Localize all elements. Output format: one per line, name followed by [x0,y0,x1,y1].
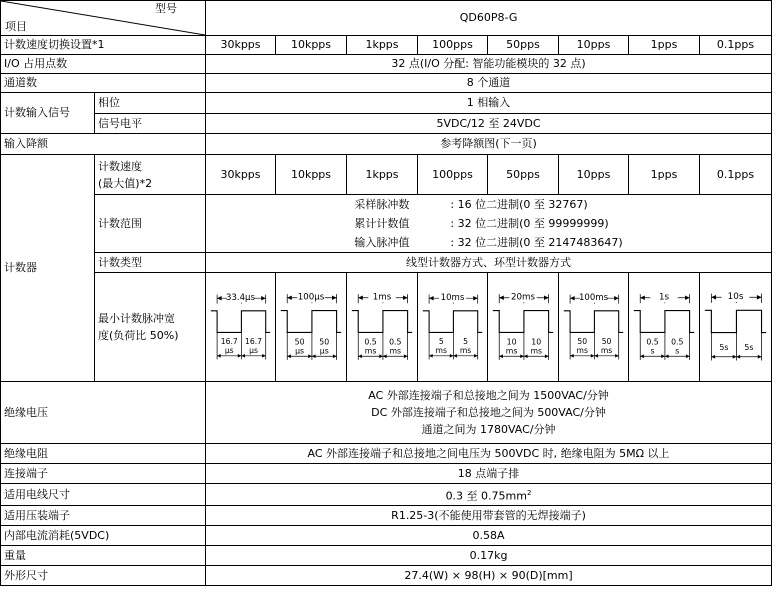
range-key: 输入脉冲值 [354,236,410,249]
counter-speed-label-line: (最大值)*2 [98,176,153,190]
row-insulation [1,444,772,464]
pulse-waveform [491,273,555,381]
pulse-waveform-cell [700,273,772,382]
type-label: 计数类型 [95,253,206,273]
row-level [1,114,772,134]
row-size [1,566,772,586]
pulse-waveform [562,273,625,381]
half-width-unit: ms [435,346,447,356]
half-width-unit: μs [224,346,234,356]
pulse-waveform-cell [347,273,418,382]
half-width-label: 5 [463,337,468,347]
channels-label: 通道数 [1,74,206,93]
counter-label: 计数器 [1,155,95,382]
counter-speed-cell: 0.1pps [700,155,772,195]
pulse-waveform-line [423,311,482,333]
pulse-waveform-cell [559,273,629,382]
row-current [1,526,772,546]
row-dielectric [1,382,772,444]
row-io [1,55,772,74]
row-crimp [1,506,772,526]
input-signal-label: 计数输入信号 [1,93,95,134]
size-value: 27.4(W) × 98(H) × 90(D)[mm] [206,566,772,586]
pulse-waveform-cell [629,273,700,382]
weight-label: 重量 [1,546,206,566]
pulse-waveform [632,273,696,381]
phase-label: 相位 [95,93,206,114]
half-width-label: 50 [601,337,612,347]
period-label: 10s [727,292,744,303]
pulse-waveform [209,273,272,381]
half-width-label: 10 [506,337,517,347]
half-width-label: 50 [319,337,330,347]
half-width-label: 0.5 [646,337,659,347]
counter-speed-cell: 10pps [559,155,629,195]
half-width-unit: ms [459,346,472,356]
min-pulse-label-line: 最小计数脉冲宽 [98,312,175,325]
half-width-label: 0.5 [389,337,402,347]
pulse-waveform-line [634,311,694,333]
wire-label: 适用电线尺寸 [1,484,206,506]
half-width-label: 50 [577,337,588,347]
row-counter-range [1,195,772,253]
half-width-unit: ms [530,346,543,356]
row-terminal [1,464,772,484]
pulse-waveform-cell [206,273,276,382]
io-value: 32 点(I/O 分配: 智能功能模块的 32 点) [206,55,772,74]
pulse-waveform-line [211,311,270,333]
half-width-label: 5s [719,343,729,353]
period-label: 100ms [578,293,609,303]
range-lines [354,195,622,252]
io-label: I/O 占用点数 [1,55,206,74]
row-channels [1,74,772,93]
range-label: 计数范围 [95,195,206,253]
dielectric-line: AC 外部连接端子和总接地之间为 1500VAC/分钟 [368,389,609,402]
half-width-unit: μs [319,346,329,356]
range-line [354,195,622,214]
pulse-waveform-line [352,311,412,333]
half-width-unit: μs [295,346,305,356]
range-val: : 16 位二进制(0 至 32767) [450,198,588,211]
range-val: : 32 位二进制(0 至 2147483647) [450,236,623,249]
switch-label: 计数速度切换设置*1 [1,36,206,55]
insulation-label: 绝缘电阻 [1,444,206,464]
switch-speed-cell: 10kpps [276,36,347,55]
pulse-waveform [279,273,343,381]
switch-speed-cell: 0.1pps [700,36,772,55]
pulse-waveform-cell [488,273,559,382]
header-corner-cell [1,1,206,36]
counter-speed-cell: 1kpps [347,155,418,195]
size-label: 外形尺寸 [1,566,206,586]
phase-value: 1 相输入 [206,93,772,114]
half-width-unit: s [675,346,680,356]
half-width-unit: ms [600,346,613,356]
period-label: 33.4μs [226,293,255,303]
switch-speed-cell: 10pps [559,36,629,55]
switch-speed-cell: 30kpps [206,36,276,55]
half-width-label: 5 [438,337,444,347]
counter-speed-cell: 50pps [488,155,559,195]
half-width-unit: ms [576,346,588,356]
period-label: 10ms [440,293,465,303]
row-wire [1,484,772,506]
counter-speed-cell: 30kpps [206,155,276,195]
crimp-value: R1.25-3(不能使用带套管的无焊接端子) [206,506,772,526]
dielectric-line: 通道之间为 1780VAC/分钟 [421,423,556,436]
pulse-waveform [703,273,768,381]
switch-speed-cell: 1pps [629,36,700,55]
wire-value-sup: 2 [526,488,532,497]
pulse-waveform-line [281,311,341,333]
switch-speed-cell: 100pps [418,36,488,55]
half-width-unit: μs [249,346,258,356]
half-width-unit: ms [364,346,377,356]
level-value: 5VDC/12 至 24VDC [206,114,772,134]
range-value [206,195,772,253]
type-value: 线型计数器方式、环型计数器方式 [206,253,772,273]
wire-value-text: 0.3 至 0.75mm [445,489,527,503]
period-label: 20ms [510,292,536,303]
pulse-waveform-cell [418,273,488,382]
half-width-unit: s [650,346,655,356]
switch-speed-cell: 1kpps [347,36,418,55]
pulse-waveform-line [705,310,766,332]
row-counter-speed [1,155,772,195]
counter-speed-cell: 1pps [629,155,700,195]
crimp-label: 适用压装端子 [1,506,206,526]
half-width-label: 16.7 [245,337,263,347]
range-key: 采样脉冲数 [354,198,410,211]
half-width-label: 0.5 [671,337,684,347]
pulse-waveform-line [564,311,623,333]
dielectric-line: DC 外部连接端子和总接地之间为 500VAC/分钟 [371,406,606,419]
terminal-value: 18 点端子排 [206,464,772,484]
counter-speed-cell: 100pps [418,155,488,195]
range-line [354,233,622,252]
half-width-unit: ms [389,346,402,356]
pulse-waveform-line [493,311,553,333]
min-pulse-label-line: 度(负荷比 50%) [98,329,179,342]
row-weight [1,546,772,566]
half-width-label: 5s [744,343,754,353]
row-counter-type [1,253,772,273]
derating-label: 输入降额 [1,134,206,155]
header-row [1,1,772,36]
wire-value [206,484,772,506]
row-phase [1,93,772,114]
half-width-label: 16.7 [220,337,238,347]
counter-speed-label-line: 计数速度 [98,159,142,173]
current-value: 0.58A [206,526,772,546]
counter-speed-label [95,155,206,195]
half-width-label: 0.5 [364,337,377,347]
period-label: 1ms [372,292,392,303]
switch-speed-cell: 50pps [488,36,559,55]
pulse-waveform [421,273,484,381]
current-label: 内部电流消耗(5VDC) [1,526,206,546]
counter-speed-cell: 10kpps [276,155,347,195]
row-derating [1,134,772,155]
model-name: QD60P8-G [206,1,772,36]
dielectric-value [206,382,772,444]
model-header-label: 型号 [155,2,177,15]
insulation-value: AC 外部连接端子和总接地之间电压为 500VDC 时, 绝缘电阻为 5MΩ 以上 [206,444,772,464]
min-pulse-label [95,273,206,382]
item-header-label: 项目 [5,20,27,33]
half-width-label: 10 [531,337,542,347]
channels-value: 8 个通道 [206,74,772,93]
half-width-unit: ms [505,346,518,356]
pulse-waveform [350,273,414,381]
half-width-label: 50 [294,337,305,347]
range-line [354,214,622,233]
range-val: : 32 位二进制(0 至 99999999) [450,217,609,230]
period-label: 100μs [297,292,325,303]
pulse-waveform-cell [276,273,347,382]
terminal-label: 连接端子 [1,464,206,484]
derating-value: 参考降额图(下一页) [206,134,772,155]
row-min-pulse [1,273,772,382]
dielectric-label: 绝缘电压 [1,382,206,444]
level-label: 信号电平 [95,114,206,134]
period-label: 1s [658,292,670,303]
weight-value: 0.17kg [206,546,772,566]
range-key: 累计计数值 [354,217,410,230]
row-switch [1,36,772,55]
